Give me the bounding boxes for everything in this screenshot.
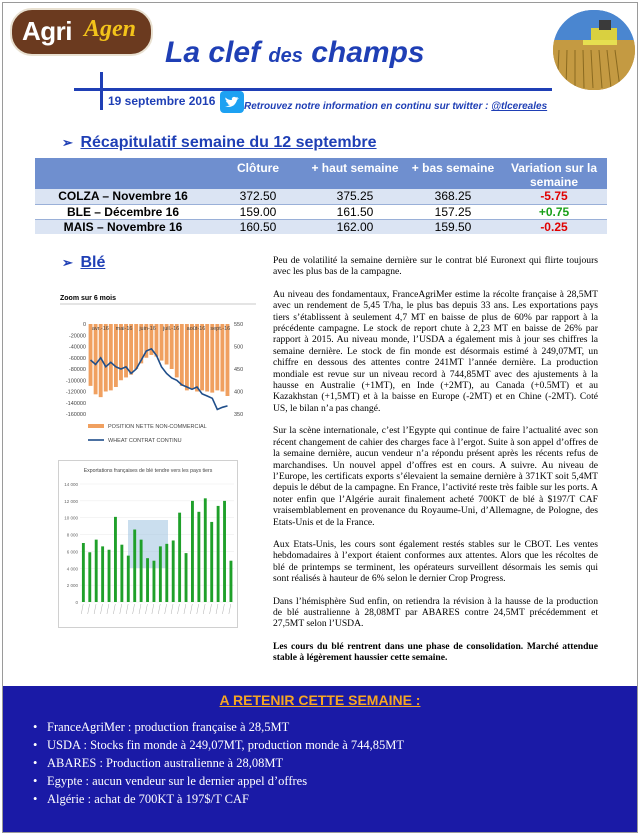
- export-bar: [133, 530, 136, 602]
- cell-bas: 159.50: [405, 219, 501, 234]
- cot-bar: [190, 324, 194, 389]
- cell-bas: 368.25: [405, 189, 501, 204]
- ble-heading-text: Blé: [80, 254, 106, 271]
- recap-table: [35, 158, 607, 234]
- harvest-photo: [553, 10, 635, 90]
- table-row: [35, 189, 607, 204]
- cot-bar: [94, 324, 98, 394]
- y-right-tick-label: 500: [234, 344, 244, 351]
- cot-bar: [215, 324, 219, 390]
- export-bar: [230, 561, 233, 602]
- cell-variation: -5.75: [501, 189, 607, 204]
- y-tick-label: 2 000: [66, 583, 78, 589]
- export-bar: [108, 550, 111, 602]
- arrow-bullet-icon: ➢: [62, 135, 73, 150]
- cell-haut: 161.50: [305, 204, 405, 219]
- legend-label-position: POSITION NETTE NON-COMMERCIAL: [108, 424, 207, 430]
- y-left-tick-label: -60000: [68, 355, 86, 362]
- chart-title: Zoom sur 6 mois: [60, 295, 117, 302]
- export-bar: [217, 506, 220, 602]
- cot-bar: [205, 324, 209, 392]
- cell-label: COLZA – Novembre 16: [35, 189, 211, 204]
- col-header: + bas semaine: [405, 158, 501, 189]
- y-right-tick-label: 450: [234, 367, 244, 373]
- cot-bar: [226, 324, 230, 396]
- cot-bar: [114, 324, 118, 387]
- export-bar: [159, 546, 162, 602]
- cell-haut: 162.00: [305, 219, 405, 234]
- x-tick-label: août-16: [186, 326, 206, 332]
- export-bar: [95, 540, 98, 602]
- issue-date: 19 septembre 2016: [108, 94, 216, 108]
- recap-table-header: [35, 158, 607, 189]
- cell-variation: -0.25: [501, 219, 607, 234]
- cell-cloture: 159.00: [211, 204, 305, 219]
- cell-label: MAIS – Novembre 16: [35, 219, 211, 234]
- header-rule: [74, 88, 552, 91]
- y-left-tick-label: -100000: [65, 378, 86, 385]
- article-paragraph: Peu de volatilité la semaine dernière sur le contrat blé Euronext qui flirte toujours avec les plus bas de la campagne.: [273, 255, 598, 278]
- table-row: [35, 219, 607, 234]
- y-tick-label: 0: [75, 600, 78, 605]
- export-bar: [101, 546, 104, 602]
- y-right-tick-label: 550: [234, 322, 244, 328]
- x-tick-label: juil.-16: [163, 326, 180, 332]
- cot-bar: [119, 324, 123, 380]
- cot-chart: [58, 290, 258, 450]
- col-header: + haut semaine: [305, 158, 405, 189]
- list-item: • USDA : Stocks fin monde à 249,07MT, production monde à 744,85MT: [33, 738, 404, 756]
- y-right-tick-label: 400: [234, 389, 244, 396]
- header-vertical-rule: [100, 72, 103, 110]
- title-des: des: [268, 45, 303, 67]
- cot-bar: [175, 324, 179, 377]
- twitter-icon[interactable]: [220, 91, 244, 113]
- col-header: Clôture: [211, 158, 305, 189]
- export-bar: [223, 501, 226, 602]
- x-tick-label: mai-16: [115, 326, 133, 332]
- exports-chart: [58, 460, 238, 628]
- agriagen-logo: [10, 8, 153, 56]
- article-paragraph: Sur la scène internationale, c’est l’Egypte qui continue de faire l’actualité avec son récent changement de cahier des charges face à l’ergot. Suite à son appel d’offres de la semaine dernière, aucun vendeur n’a répondu présent après les récents refus de marchandises. Un nouvel appel d’offres est en cours. A suivre. Au niveau de l’Europe, les certificats exports s’élevaient la semaine dernière à 371KT soit 5,4MT depuis le début de la campagne. En France, l’activité reste très faible sur les ports. A noter enfin que l’Algérie aurait finalement acheté 700KT de blé à $197/T CAF vraisemblablement en provenance du Royaume-Uni, d’Allemagne, de Pologne, des Etats-Unis et de la France.: [273, 425, 598, 528]
- y-left-tick-label: -160000: [65, 412, 86, 418]
- retenir-list: [33, 720, 404, 810]
- export-bar: [82, 543, 85, 602]
- article-conclusion: Les cours du blé rentrent dans une phase de consolidation. Marché attendue stable à légèrement haussier cette semaine.: [273, 640, 598, 664]
- retenir-title: A RETENIR CETTE SEMAINE :: [219, 692, 421, 708]
- logo-agen-text: Agen: [84, 16, 137, 42]
- y-tick-label: 8 000: [66, 532, 78, 538]
- y-left-tick-label: -140000: [65, 400, 86, 407]
- list-item: • Egypte : aucun vendeur sur le dernier appel d’offres: [33, 774, 404, 792]
- twitter-text: Retrouvez notre information en continu sur twitter :: [244, 101, 492, 112]
- cot-bar: [220, 324, 224, 392]
- col-header: Variation sur la semaine: [501, 158, 607, 189]
- chart-title: Exportations françaises de blé tendre vers les pays tiers: [83, 468, 213, 474]
- cot-bar: [185, 324, 189, 390]
- article-paragraph: Au niveau des fondamentaux, FranceAgriMer estime la récolte française à 28,5MT avec un rendement de 5,45 T/ha, le plus bas depuis 33 ans. Les exportations pays tiers s’établissent à seulement 4,7 MT en baisse de plus de 60% par rapport à la précédente campagne. Le stock de report chute à 2,23 MT en baisse de 26% par rapport à 2015. Au niveau monde, l’USDA a également mis à jour ses chiffres la semaine dernière. Le stock de fin monde est désormais estimé à 249,07MT, un chiffre en dessous des attentes contre 241MT l’année dernière. La production mondiale est revue sur un niveau record à 744,85MT avec des ajustements à la hausse en Australie (+1MT), en Inde (+2MT), au Canada (+0.5MT) et au Kazakhstan (+1,5MT) et à la baisse en Europe (-2MT) et en Chine (-2MT). Coté US, le bilan n’a pas changé.: [273, 288, 598, 414]
- cot-bar: [109, 324, 113, 390]
- article-paragraph: Dans l’hémisphère Sud enfin, on retiendra la révision à la hausse de la production de blé australienne à 28,08MT par ABARES contre 24,5MT précédemment et 27,5MT selon l’USDA.: [273, 595, 598, 630]
- title-la: La: [165, 36, 201, 69]
- list-item: • ABARES : Production australienne à 28,08MT: [33, 756, 404, 774]
- export-bar: [165, 544, 168, 602]
- x-tick-label: sept.-16: [210, 326, 231, 332]
- x-tick-label: avr.-16: [92, 326, 109, 332]
- title-champs: champs: [311, 36, 425, 69]
- cot-bar: [200, 324, 204, 390]
- y-tick-label: 6 000: [66, 549, 78, 555]
- article-body: [273, 255, 598, 675]
- twitter-handle-link[interactable]: @tlcereales: [491, 101, 548, 112]
- newsletter-title: [165, 36, 425, 70]
- export-bar: [204, 498, 207, 602]
- cot-bar: [195, 324, 199, 392]
- title-clef: clef: [208, 36, 261, 69]
- export-bar: [172, 540, 175, 602]
- export-bar: [185, 553, 188, 602]
- cell-haut: 375.25: [305, 189, 405, 204]
- cell-label: BLE – Décembre 16: [35, 204, 211, 219]
- export-bar: [210, 522, 213, 602]
- y-left-tick-label: -40000: [68, 344, 86, 351]
- y-tick-label: 12 000: [64, 498, 78, 504]
- y-tick-label: 14 000: [64, 482, 78, 487]
- export-bar: [197, 512, 200, 602]
- cot-bar: [210, 324, 214, 393]
- cot-bar: [134, 324, 138, 369]
- y-left-tick-label: -120000: [65, 389, 86, 396]
- export-bar: [191, 501, 194, 602]
- list-item: • Algérie : achat de 700KT à 197$/T CAF: [33, 792, 404, 810]
- retenir-box: [3, 686, 637, 832]
- y-left-tick-label: -80000: [68, 367, 86, 373]
- ble-heading: [62, 254, 105, 272]
- recap-heading-text: Récapitulatif semaine du 12 septembre: [80, 134, 377, 151]
- y-tick-label: 10 000: [64, 515, 78, 521]
- export-bar: [114, 517, 117, 602]
- legend-label-wheat: WHEAT CONTRAT CONTINU: [108, 438, 182, 444]
- cell-variation: +0.75: [501, 204, 607, 219]
- cell-cloture: 372.50: [211, 189, 305, 204]
- cot-bar: [104, 324, 108, 392]
- export-bar: [146, 558, 149, 602]
- export-bar: [127, 556, 130, 602]
- cell-bas: 157.25: [405, 204, 501, 219]
- col-header: [35, 158, 211, 189]
- article-paragraph: Aux Etats-Unis, les cours sont également restés stables sur le CBOT. Les ventes hebdomadaires à l’export étaient conformes aux attentes. Alors que les récoltes de blé de printemps se terminent, les opérateurs surveillent désormais les semis qui sont réalisés à hauteur de 6% selon le dernier Crop Progress.: [273, 538, 598, 585]
- logo-agri-text: Agri: [22, 16, 72, 46]
- y-tick-label: 4 000: [66, 566, 78, 572]
- arrow-bullet-icon: ➢: [62, 255, 73, 270]
- table-row: [35, 204, 607, 219]
- y-left-tick-label: 0: [82, 322, 86, 328]
- y-right-tick-label: 350: [234, 412, 244, 418]
- legend-swatch-position: [88, 424, 104, 428]
- export-bar: [140, 540, 143, 602]
- cell-cloture: 160.50: [211, 219, 305, 234]
- list-item: • FranceAgriMer : production française à 28,5MT: [33, 720, 404, 738]
- export-bar: [178, 513, 181, 602]
- y-left-tick-label: -20000: [68, 333, 86, 340]
- recap-heading: [62, 134, 377, 152]
- cot-bar: [180, 324, 184, 386]
- export-bar: [153, 561, 156, 602]
- twitter-line: [244, 101, 547, 112]
- cot-bar: [89, 324, 93, 386]
- x-tick-label: juin-16: [139, 326, 156, 332]
- export-bar: [120, 545, 123, 602]
- export-bar: [88, 552, 91, 602]
